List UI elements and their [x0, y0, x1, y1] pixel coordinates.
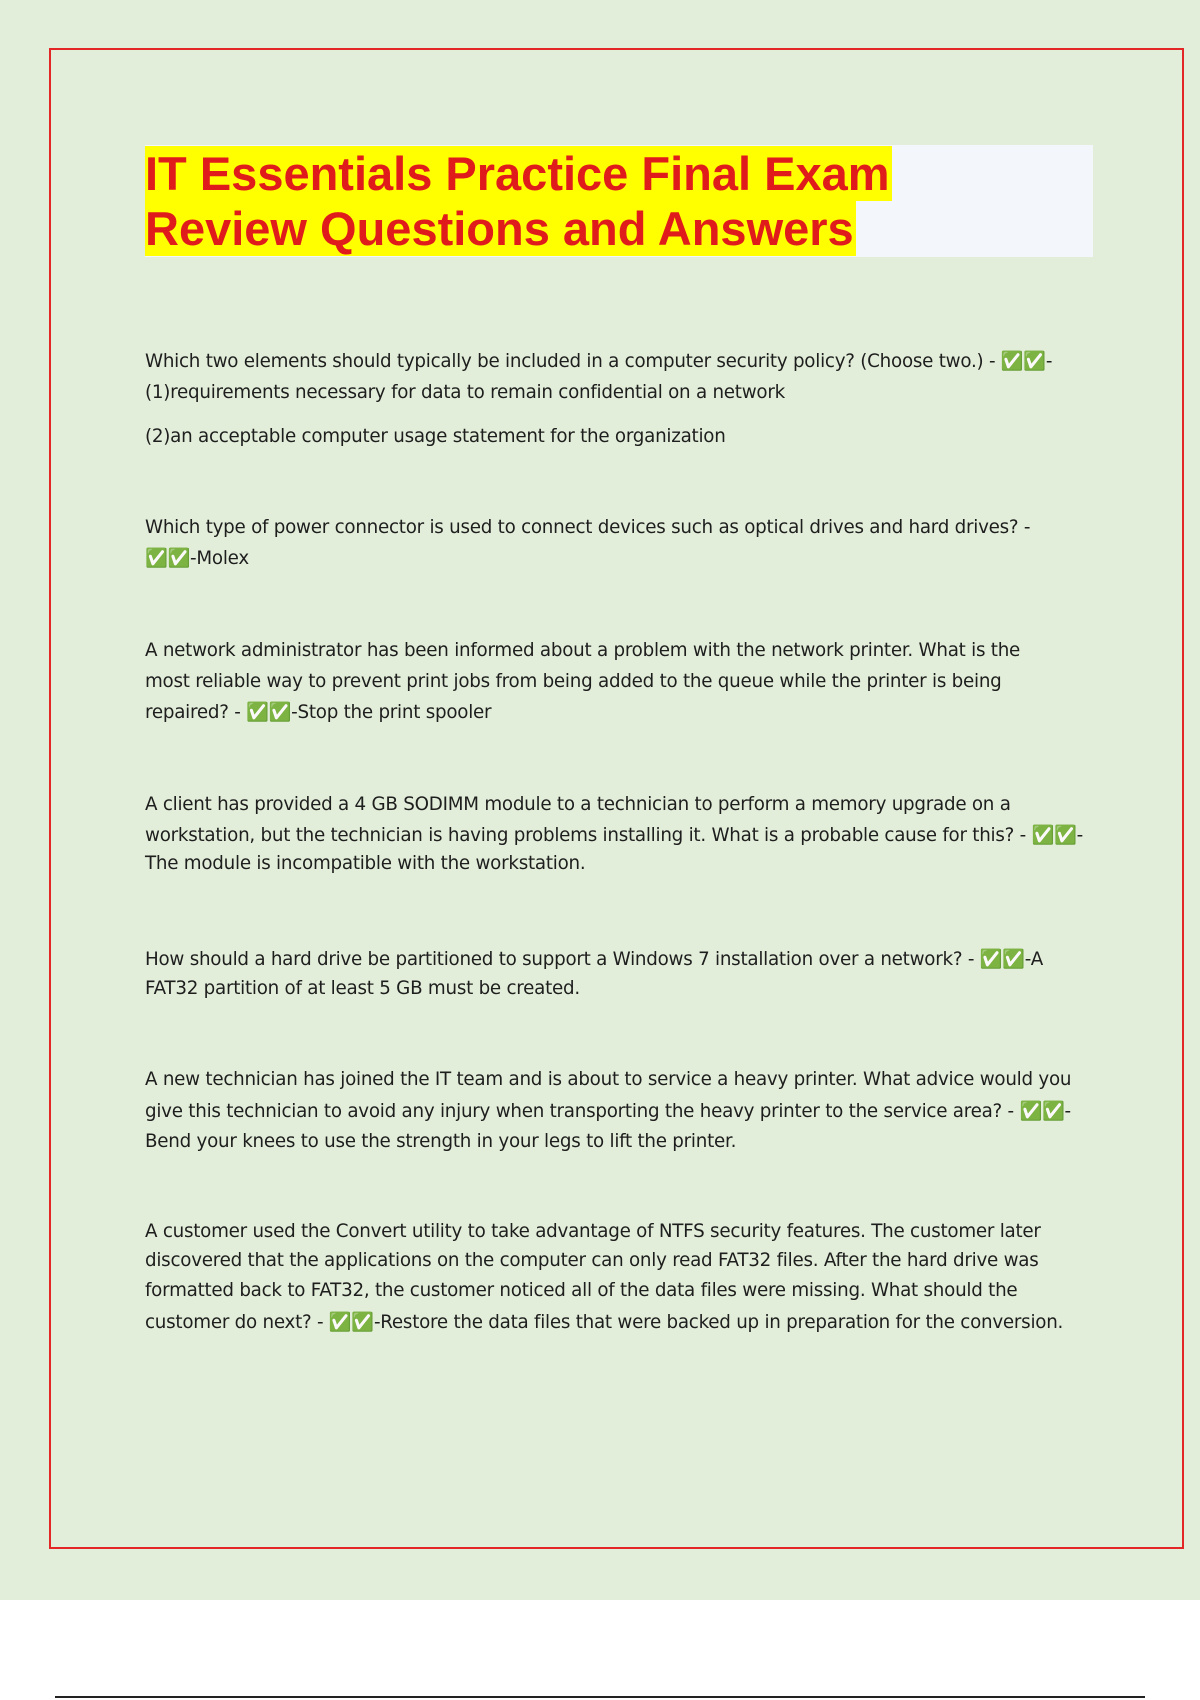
qa-5-line-1: How should a hard drive be partitioned to support a Windows 7 installation over a network? - ✅✅-A — [145, 949, 1043, 970]
title-block — [145, 145, 1093, 257]
qa-7-line-1: A customer used the Convert utility to take advantage of NTFS security features. The customer later — [145, 1221, 1041, 1242]
qa-4-line-1: A client has provided a 4 GB SODIMM module to a technician to perform a memory upgrade on a — [145, 794, 1011, 815]
qa-6-line-3: Bend your knees to use the strength in your legs to lift the printer. — [145, 1131, 737, 1152]
qa-2-line-2: ✅✅-Molex — [145, 548, 249, 569]
qa-2-line-1: Which type of power connector is used to connect devices such as optical drives and hard drives? - — [145, 517, 1031, 538]
title-line-1: IT Essentials Practice Final Exam — [145, 147, 890, 200]
qa-4-line-2: workstation, but the technician is having problems installing it. What is a probable cause for this? - ✅✅- — [145, 825, 1083, 846]
title-line-2: Review Questions and Answers — [145, 202, 854, 255]
qa-5-line-2: FAT32 partition of at least 5 GB must be created. — [145, 978, 580, 999]
qa-3-line-2: most reliable way to prevent print jobs from being added to the queue while the printer is being — [145, 671, 1002, 692]
qa-6-line-2: give this technician to avoid any injury when transporting the heavy printer to the service area? - ✅✅- — [145, 1101, 1071, 1122]
qa-1-line-2: (1)requirements necessary for data to remain confidential on a network — [145, 382, 785, 403]
qa-1-line-3: (2)an acceptable computer usage statement for the organization — [145, 426, 726, 447]
qa-3-line-3: repaired? - ✅✅-Stop the print spooler — [145, 702, 492, 723]
qa-7-line-2: discovered that the applications on the computer can only read FAT32 files. After the hard drive was — [145, 1250, 1039, 1271]
qa-7-line-4: customer do next? - ✅✅-Restore the data files that were backed up in preparation for the conversion. — [145, 1312, 1064, 1333]
qa-4-line-3: The module is incompatible with the workstation. — [145, 853, 586, 874]
footer-rule — [55, 1696, 1145, 1698]
qa-6-line-1: A new technician has joined the IT team and is about to service a heavy printer. What advice would you — [145, 1069, 1072, 1090]
qa-1-line-1: Which two elements should typically be included in a computer security policy? (Choose two.) - ✅✅- — [145, 351, 1053, 372]
qa-7-line-3: formatted back to FAT32, the customer noticed all of the data files were missing. What should the — [145, 1280, 1018, 1301]
qa-3-line-1: A network administrator has been informed about a problem with the network printer. What is the — [145, 640, 1021, 661]
